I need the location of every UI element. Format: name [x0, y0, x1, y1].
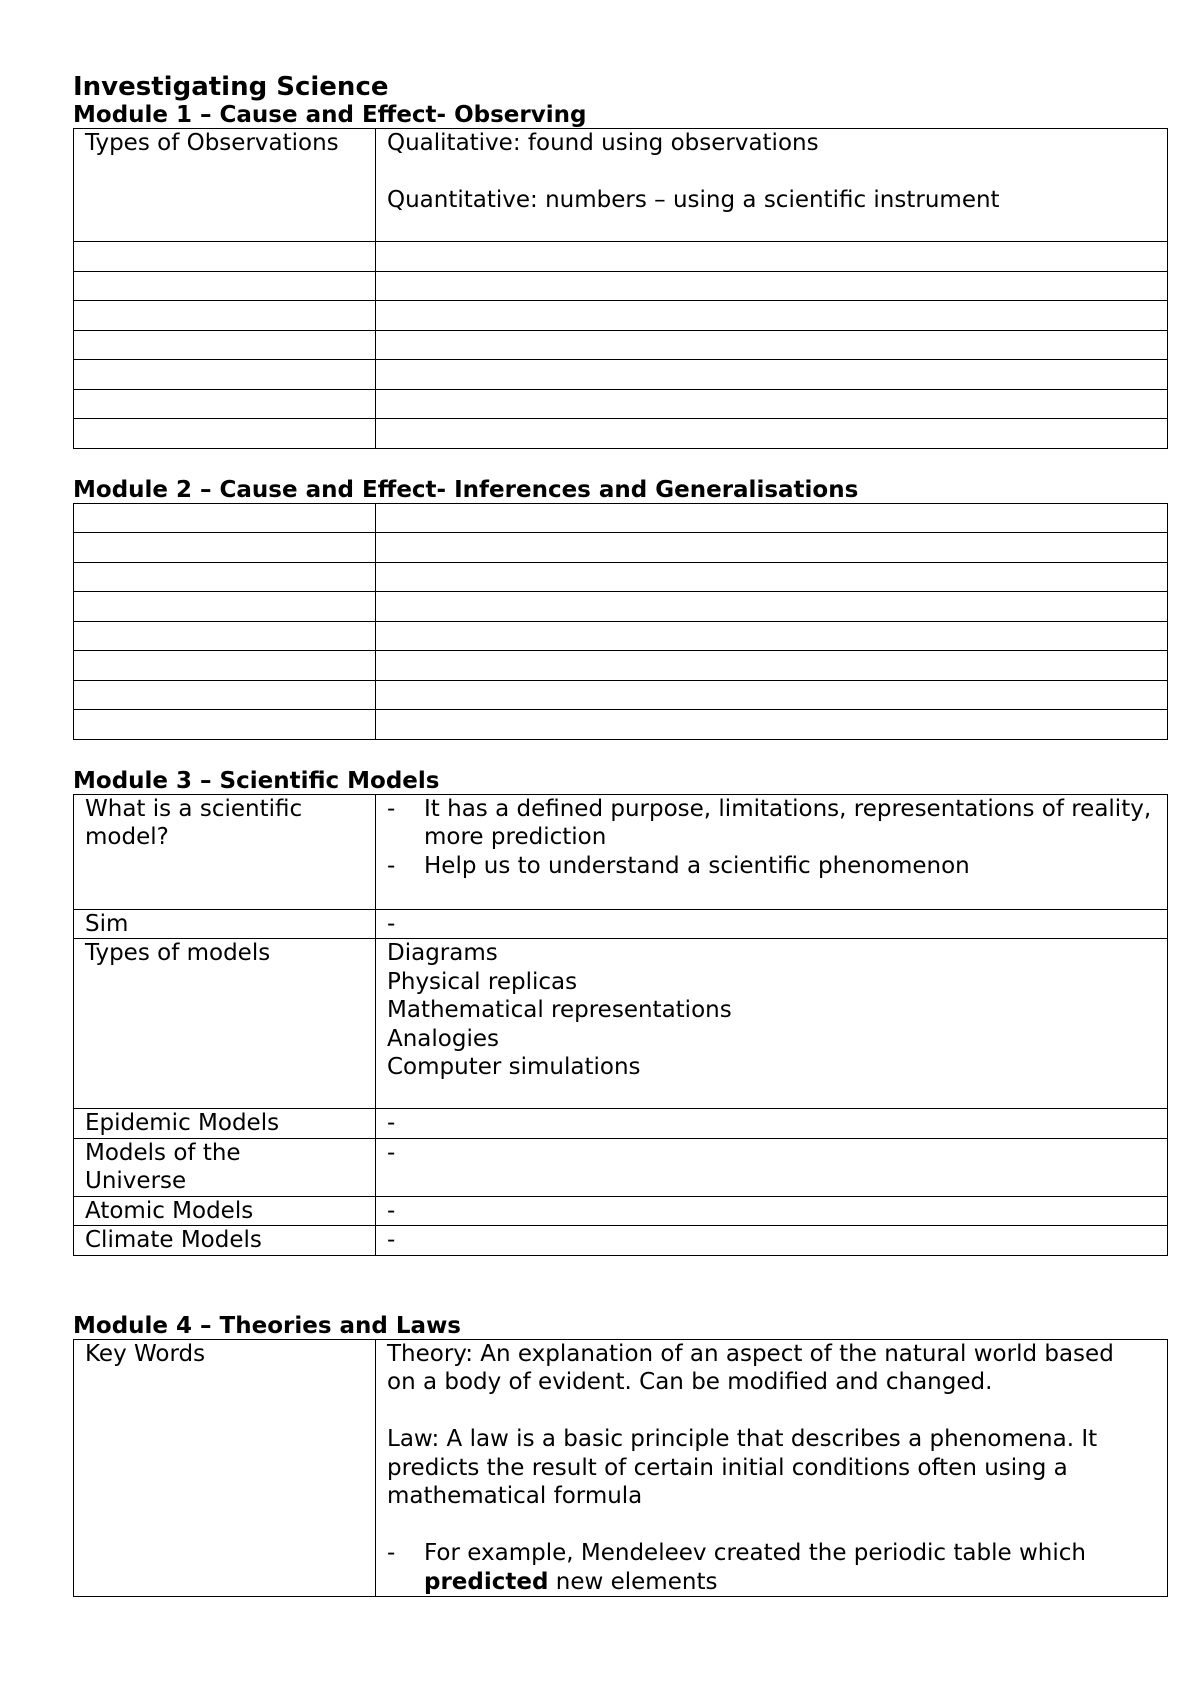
- row-label: [74, 1138, 376, 1196]
- what-is-model-label: What is a scientific model?: [85, 795, 303, 850]
- blank-cell: [376, 621, 1168, 651]
- module-3-heading: Module 3 – Scientific Models: [73, 767, 440, 794]
- row-content: [376, 1109, 1168, 1139]
- blank-cell: [74, 592, 376, 622]
- table-row: [74, 909, 1168, 939]
- row-content: [376, 939, 1168, 1109]
- table-row: [74, 651, 1168, 681]
- table-row: [74, 360, 1168, 390]
- bullet-dash: -: [387, 795, 396, 822]
- blank-cell: [74, 621, 376, 651]
- blank-cell: [74, 562, 376, 592]
- bullet-dash: -: [387, 1540, 396, 1566]
- table-row: [74, 242, 1168, 272]
- row-content: [376, 1196, 1168, 1226]
- table-row: [74, 680, 1168, 710]
- blank-cell: [376, 562, 1168, 592]
- row-content: [376, 794, 1168, 909]
- types-of-observations-label: Types of Observations: [85, 130, 339, 156]
- blank-cell: [376, 330, 1168, 360]
- row-content: [376, 1339, 1168, 1597]
- blank-cell: [74, 651, 376, 681]
- list-item: [387, 1539, 1127, 1596]
- table-row: [74, 794, 1168, 909]
- table-row: [74, 129, 1168, 242]
- table-row: [74, 621, 1168, 651]
- row-label: [74, 939, 376, 1109]
- blank-cell: [376, 503, 1168, 533]
- list-item: [387, 795, 1167, 852]
- climate-models-label: Climate Models: [85, 1227, 262, 1253]
- table-row: [74, 562, 1168, 592]
- qualitative-text: Qualitative: found using observations: [387, 130, 819, 156]
- row-content: [376, 129, 1168, 242]
- sim-value: -: [387, 910, 396, 937]
- list-item: [387, 852, 1167, 881]
- row-content: [376, 1226, 1168, 1256]
- theory-definition: Theory: An explanation of an aspect of the natural world based on a body of evident. Can be modified and changed.: [387, 1340, 1114, 1395]
- table-row: [74, 301, 1168, 331]
- model-understanding-text: Help us to understand a scientific phenomenon: [424, 852, 970, 879]
- models-of-universe-value: -: [387, 1139, 396, 1166]
- module-1-table: [73, 128, 1168, 449]
- blank-cell: [74, 533, 376, 563]
- table-row: [74, 1109, 1168, 1139]
- row-label: [74, 1226, 376, 1256]
- blank-cell: [74, 389, 376, 419]
- table-row: [74, 592, 1168, 622]
- atomic-models-value: -: [387, 1197, 396, 1224]
- table-row: [74, 1138, 1168, 1196]
- epidemic-models-value: -: [387, 1110, 396, 1136]
- quantitative-text: Quantitative: numbers – using a scientific instrument: [387, 187, 1000, 213]
- row-label: [74, 794, 376, 909]
- climate-models-value: -: [387, 1227, 396, 1253]
- table-row: [74, 1339, 1168, 1597]
- row-label: [74, 1109, 376, 1139]
- module-4-heading: Module 4 – Theories and Laws: [73, 1312, 462, 1339]
- module-2-table: [73, 503, 1168, 740]
- table-row: [74, 939, 1168, 1109]
- example-prefix: For example, Mendeleev created the periodic table which: [424, 1540, 1086, 1566]
- blank-cell: [376, 242, 1168, 272]
- blank-cell: [74, 680, 376, 710]
- sim-label: Sim: [85, 910, 129, 937]
- list-item: Physical replicas: [387, 968, 578, 995]
- table-row: [74, 389, 1168, 419]
- module-2-heading: Module 2 – Cause and Effect- Inferences and Generalisations: [73, 476, 859, 503]
- blank-cell: [376, 651, 1168, 681]
- blank-cell: [376, 592, 1168, 622]
- types-of-models-label: Types of models: [85, 940, 271, 966]
- example-suffix: new elements: [555, 1568, 718, 1595]
- blank-cell: [376, 710, 1168, 740]
- blank-cell: [74, 242, 376, 272]
- blank-cell: [376, 419, 1168, 449]
- table-row: [74, 710, 1168, 740]
- blank-cell: [376, 360, 1168, 390]
- document-title: Investigating Science: [73, 72, 389, 102]
- list-item: Analogies: [387, 1025, 499, 1052]
- model-purpose-text: It has a defined purpose, limitations, representations of reality, more prediction: [424, 795, 1152, 850]
- blank-cell: [376, 680, 1168, 710]
- row-label: [74, 1339, 376, 1597]
- blank-cell: [74, 271, 376, 301]
- table-row: [74, 271, 1168, 301]
- row-content: [376, 909, 1168, 939]
- table-row: [74, 1196, 1168, 1226]
- epidemic-models-label: Epidemic Models: [85, 1110, 280, 1136]
- table-row: [74, 503, 1168, 533]
- key-words-label: Key Words: [85, 1340, 206, 1367]
- row-label: [74, 1196, 376, 1226]
- blank-cell: [74, 503, 376, 533]
- list-item: Computer simulations: [387, 1054, 641, 1080]
- models-of-universe-label: Models of the Universe: [85, 1139, 241, 1194]
- table-row: [74, 533, 1168, 563]
- table-row: [74, 1226, 1168, 1256]
- blank-cell: [74, 330, 376, 360]
- module-3-table: [73, 794, 1168, 1256]
- example-bold-word: predicted: [424, 1568, 549, 1595]
- blank-cell: [376, 533, 1168, 563]
- blank-cell: [74, 419, 376, 449]
- list-item: Diagrams: [387, 940, 498, 966]
- bullet-dash: -: [387, 852, 396, 879]
- row-label: [74, 129, 376, 242]
- module-4-table: [73, 1339, 1168, 1598]
- blank-cell: [376, 271, 1168, 301]
- module-1-heading: Module 1 – Cause and Effect- Observing: [73, 102, 587, 128]
- blank-cell: [376, 389, 1168, 419]
- blank-cell: [74, 301, 376, 331]
- blank-cell: [376, 301, 1168, 331]
- row-content: [376, 1138, 1168, 1196]
- list-item: Mathematical representations: [387, 997, 732, 1023]
- table-row: [74, 419, 1168, 449]
- table-row: [74, 330, 1168, 360]
- law-definition: Law: A law is a basic principle that describes a phenomena. It predicts the result of certain initial conditions often using a mathematical formula: [387, 1426, 1098, 1509]
- atomic-models-label: Atomic Models: [85, 1197, 254, 1224]
- blank-cell: [74, 360, 376, 390]
- document-page: [73, 72, 1167, 1597]
- row-label: [74, 909, 376, 939]
- blank-cell: [74, 710, 376, 740]
